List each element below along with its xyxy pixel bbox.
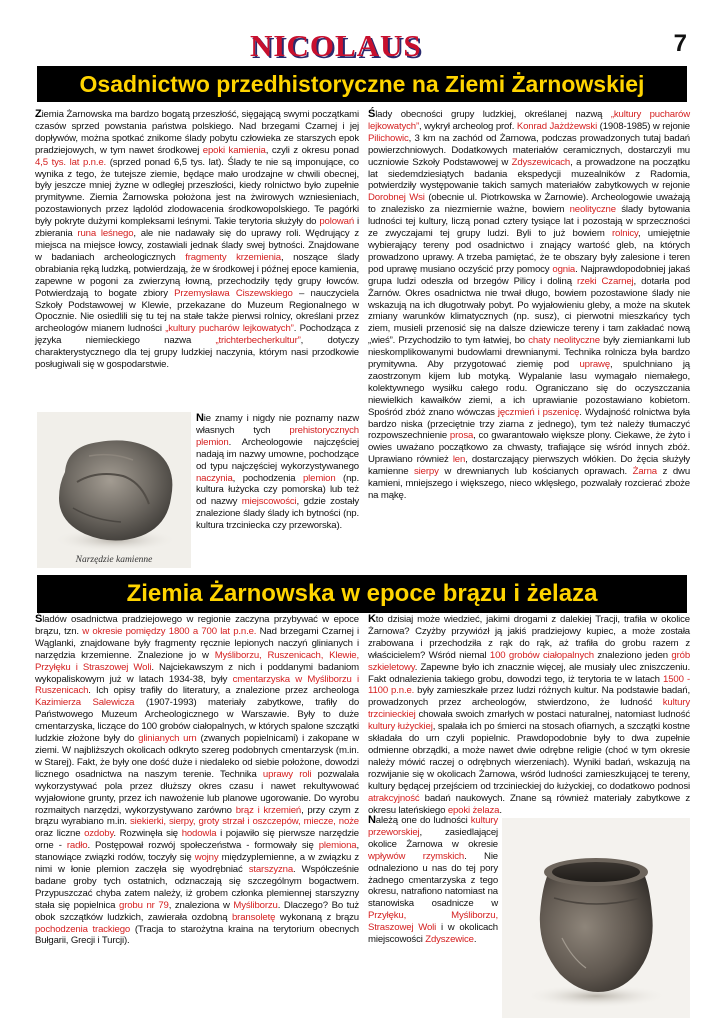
highlighted-term: wojny bbox=[194, 852, 219, 864]
highlighted-term: 4,5 tys. lat p.n.e. bbox=[35, 156, 107, 168]
highlighted-term: kultury trzcinieckiej bbox=[368, 697, 690, 721]
article1-heading: Osadnictwo przedhistoryczne na Ziemi Żarnowskiej bbox=[37, 66, 687, 102]
text-segment: , wykrył archeolog prof. bbox=[419, 120, 517, 132]
highlighted-term: jęczmień i pszenicę bbox=[497, 406, 580, 418]
text-segment: (zwanych popielnicami) i zakopane w ziemi. W najbliższych okolicach odkryto szereg podobnych cmentarzysk (m.in. w Starej). Fakt, że były one dość duże i niedaleko od siebie położone, dowodzi licznego osadnictwa na naszym terenie. Technika bbox=[35, 733, 359, 780]
text-segment: , spulchniano ją zaostrzonym kijem lub motyką. Wypalanie lasu wymagało niemałego, kolektywnego wysiłku całego rodu. Ograniczano się do oczyszczania niewielkich kawałków ziemi, a ich uprawianie pozostawiano kobietom. Spośród zbóż znano wówczas bbox=[368, 359, 690, 418]
highlighted-term: miejscowości bbox=[241, 496, 297, 508]
highlighted-term: glinianych urn bbox=[138, 733, 197, 745]
text-segment: oraz liczne bbox=[35, 828, 85, 840]
text-segment: Nad brzegami Czarnej i Wąglanki, znajdowane były fragmenty ręcznie lepionych naczyń glinianych i narzędzia krzemienne. Znalezione jo w bbox=[35, 625, 359, 661]
text-segment: . Nie odnaleziono u nas do tej pory żadnego cmentarzyska z tego okresu, natrafiono natomiast na stanowiska osadnicze w bbox=[368, 850, 498, 910]
masthead bbox=[0, 0, 725, 64]
text-segment: (1907-1993) materiały zabytkowe, trafiły do Państwowego Muzeum Archeologicznego w Warszawie. Były to duże cmentarzyska, liczące do 100 grobów ciałopalnych, w których spalone szczątki ludzkie złożone były do bbox=[35, 697, 359, 745]
highlighted-term: kultury łużyckiej bbox=[368, 721, 433, 733]
text-segment: . Rozwinęła się bbox=[113, 828, 182, 840]
highlighted-term: plemiona bbox=[318, 840, 357, 852]
highlighted-term: uprawy roli bbox=[262, 768, 312, 780]
text-segment: , a prowadzone na początku lat siedemdziesiątych badania ekspedycji muzealników z Radomia, potwierdziły występowanie takich samych materiałów zabytkowych w rejonie bbox=[368, 156, 690, 192]
highlighted-term: „trichterbecherkultur” bbox=[215, 335, 301, 347]
text-segment: wykonaną z brązu bbox=[275, 911, 359, 923]
highlighted-term: radło bbox=[66, 840, 88, 852]
highlighted-term: w okresie pomiędzy 1800 a 700 lat p.n.e. bbox=[82, 625, 257, 637]
text-segment: , znaleziona w bbox=[168, 899, 234, 911]
stone-tool-icon bbox=[37, 412, 191, 568]
text-segment: iemia Żarnowska ma bardzo bogatą przeszłość, sięgającą swymi początkami czasów sprzed powstania państwa polskiego. Nad brzegami Czarnej i jej dopływów, można spotkać znikome ślady pobytu człowieka ze starszych epok pradziejowych, w tym nawet środkowej bbox=[35, 109, 359, 156]
text-segment: (sprzed ponad 6,5 tys. lat). Ślady te nie są imponujące, co wynika z tego, że tutejsze ziemie, będące mało urodzajne w chwili obecnej, były jeszcze mniej żyzne w odległej przeszłości, kiedy rolnictwo było zupełnie prymitywne. Ziemia Żarnowska położona jest na żwirowych wzniesieniach, pozostawionych przez lądolód zlodowacenia środkowopolskiego. Te pagórki były pokryte dużymi kompleksami leśnymi. Takie terytoria służyły do bbox=[35, 156, 359, 228]
text-segment: , noszące ślady obrabiania ręką ludzką, potwierdzają, że w środkowej i późnej epoce kamienia, zapewne w pogoni za zwierzyną łowną, przechodziły tędy grupy łowców. Potwierdzają to bogate zbiory bbox=[35, 251, 359, 299]
drop-cap: Ś bbox=[35, 613, 43, 625]
page-number: 7 bbox=[673, 30, 687, 57]
highlighted-term: Dorobnej Wsi bbox=[368, 192, 425, 204]
text-segment: . Postępował rozwój społeczeństwa - formowały się bbox=[87, 840, 319, 852]
highlighted-term: epoki żelaza bbox=[447, 804, 500, 816]
highlighted-term: ozdoby bbox=[84, 828, 114, 840]
highlighted-term: neolityczne bbox=[569, 204, 616, 216]
text-segment: , umiejętnie wybierający tereny pod osadnictwo i znający wartość gleb, na których prowadzono uprawy. A trzeba pamiętać, że te obszary były zalesione i teren pod uprawę musiano oczyścić przy pomocy bbox=[368, 228, 690, 275]
text-segment: . Najprawdopodobniej jakaś grupa ludzi odeszła od brzegów Pilicy i doliną bbox=[368, 263, 690, 287]
highlighted-term: Myśliborzu, Ruszenicach, Klewie, Przyłęku i Straszowej Woli bbox=[35, 649, 359, 673]
article1-column1 bbox=[35, 109, 359, 409]
text-segment: (np. kultura łużycka czy pomorska) lub też od nazwy bbox=[196, 472, 359, 508]
text-segment: w drewnianych lub kościanych oprawach. bbox=[438, 466, 633, 478]
highlighted-term: 100 grobów ciałopalnych bbox=[489, 649, 594, 661]
highlighted-term: runa leśnego bbox=[77, 228, 134, 240]
text-segment: , gdzie zostały znalezione ślady ślady ich bytności (np. kultura trzciniecka czy przeworska). bbox=[196, 496, 359, 532]
highlighted-term: atrakcyjność bbox=[368, 792, 420, 804]
article1-column2 bbox=[368, 109, 690, 569]
highlighted-term: cmentarzyska w Myśliborzu i Ruszenicach bbox=[35, 673, 359, 697]
text-segment: były zamieszkałe przez ludzi różnych kultur. Na podstawie badań, prowadzonych przez archeologów, stwierdzono, że ludność bbox=[368, 685, 690, 709]
highlighted-term: rzeki Czarnej bbox=[576, 275, 634, 287]
highlighted-term: ognia bbox=[552, 263, 576, 275]
highlighted-term: 1500 - 1100 p.n.e. bbox=[368, 673, 691, 697]
text-segment: były ziemiankami lub nieskomplikowanymi budowlami drewnianymi. Technika rolnicza była bardzo prymitywna. Aby przygotować ziemię pod bbox=[368, 335, 690, 371]
text-segment: ależą one do ludności bbox=[375, 815, 471, 826]
text-segment: . Najciekawszym z nich i poddanymi badaniom wykopaliskowym już w latach 1934-38, były bbox=[35, 661, 359, 685]
article2-heading: Ziemia Żarnowska w epoce brązu i żelaza bbox=[37, 575, 687, 613]
highlighted-term: grobu nr 79 bbox=[119, 899, 169, 911]
text-segment: . bbox=[473, 934, 477, 946]
highlighted-term: pochodzenia trackiego bbox=[35, 923, 131, 935]
text-segment: międzyplemienne, a w związku z nimi w łonie plemion zaczęła się wyodrębniać bbox=[35, 852, 359, 876]
highlighted-term: bransoletę bbox=[232, 911, 276, 923]
text-segment: , czyli z okresu ponad bbox=[265, 144, 359, 156]
highlighted-term: len bbox=[452, 454, 466, 466]
highlighted-term: „kultury pucharów lejkowatych” bbox=[368, 109, 690, 132]
text-segment: , dotarła pod Żarnów. Okres osadnictwa nie trwał długo, bowiem pozostawione ślady nie wskazują na ich długotrwały pobyt. Po wyjałowieniu gleby, a może na skutek zmiany warunków klimatycznych (np. susz), ci pierwotni mieszkańcy tych ziem, musieli przenosić się na dalsze dziewicze tereny i tam zakładać nową „wieś”. Przychodziło to tym łatwiej, bo bbox=[368, 275, 691, 347]
text-segment: , dostarczający pierwszych włókien. Do żęcia służyły kamienne bbox=[368, 454, 690, 478]
highlighted-term: siekierki, sierpy, groty strzał i oszczepów, miecze, noże bbox=[130, 816, 359, 828]
text-segment: , dotyczy charakterystycznego dla tej grupy ludzkiej naczynia, którym nasi przodkowie posługiwali się w gospodarstwie. bbox=[35, 335, 359, 371]
text-segment: to dzisiaj może wiedzieć, jakimi drogami z dalekiej Tracji, trafiła w okolice Żarnowa? Czyżby przywiózł ją jakiś pradziejowy kupiec, a może została zrabowana i przechodziła z rąk do rąk, aż trafiła do grobu razem z właścicielem? Wśród niemal bbox=[368, 614, 690, 661]
text-segment: (obecnie ul. Piotrkowska w Żarnowie). Archeologowie uważają to znalezisko za niezmiernie ważne, bowiem bbox=[368, 192, 690, 216]
highlighted-term: grób szkieletowy bbox=[368, 649, 691, 673]
drop-cap: K bbox=[368, 613, 376, 625]
text-segment: , 3 km na zachód od Żarnowa, podczas prowadzonych tutaj badań powierzchniowych. Dodatkowych materiałów ceramicznych, dostarczyli mu uczniowie Szkoły Podstawowej w bbox=[368, 132, 690, 168]
highlighted-term: prehistorycznych plemion bbox=[196, 424, 359, 448]
highlighted-term: Żarna bbox=[632, 466, 657, 478]
article2-column1 bbox=[35, 614, 359, 1024]
drop-cap: N bbox=[196, 412, 204, 424]
text-segment: (1908-1985) w rejonie bbox=[597, 120, 690, 132]
magazine-title: NICOLAUS bbox=[250, 28, 422, 63]
stone-tool-photo bbox=[37, 412, 191, 568]
photo-caption: Narzędzie kamienne bbox=[75, 555, 153, 565]
text-segment: , przy czym z brązu wyrabiano m.in. bbox=[35, 804, 360, 828]
text-segment: , spalała ich po śmierci na stosach ofiarnych, a szczątki kostne składała do urn czyli popielnic. Prawdopodobnie były to dwa zupełnie odmienne obrządki, a może nawet dwie odrębne religie (choć w tym okresie należy mówić raczej o odrębnych wierzeniach). Wyniki badań, wskazują na rozwijanie się w okolicach Żarnowa, wśród ludności zamieszkującej te tereny, kultury będącej przejściem od trzcinieckiej do łużyckiej, co dodatkowo podnosi bbox=[368, 721, 690, 792]
drop-cap: Z bbox=[35, 108, 42, 120]
text-segment: chowała swoich zmarłych w postaci naturalnej, natomiast ludność bbox=[415, 709, 690, 721]
text-segment: , co gwarantowało większe plony. Ciekawe, że żyto i owies uważano początkowo za chwasty, trafiające się wśród innych zbóż. Uprawiano również bbox=[368, 430, 690, 466]
text-segment: , stanowiące związki rodów, toczyły się bbox=[35, 840, 359, 864]
highlighted-term: fragmenty krzemienia bbox=[185, 251, 281, 263]
text-segment: , zasiedlającej okolice Żarnowa w okresie bbox=[368, 826, 498, 850]
text-segment: , pochodzenia bbox=[232, 472, 303, 484]
text-segment: – nauczyciela Szkoły Podstawowej w Klewie, przekazane do Muzeum Regionalnego w Opocznie. Nie osiedlili się tu tej na stałe także pierwsi rolnicy, określani przez archeologów mianem ludności bbox=[35, 287, 359, 335]
text-segment: . bbox=[499, 804, 502, 816]
text-segment: i pojawiło się pierwsze narzędzie orne - bbox=[35, 828, 359, 852]
highlighted-term: „kultury pucharów lejkowatych” bbox=[165, 323, 294, 335]
article2-column2 bbox=[368, 614, 690, 814]
highlighted-term: hodowla bbox=[181, 828, 217, 840]
drop-cap: N bbox=[368, 814, 376, 826]
highlighted-term: chaty neolityczne bbox=[528, 335, 600, 347]
clay-pot-photo bbox=[502, 818, 690, 1018]
text-segment: i w okolicach miejscowości bbox=[368, 922, 498, 946]
highlighted-term: uprawę bbox=[579, 359, 611, 371]
highlighted-term: Przyłęku, Myśliborzu, Straszowej Woli bbox=[368, 910, 498, 934]
text-segment: ślady bytowania ludności tej kultury, liczą ponad cztery tysiące lat i pozostają w sprzeczności ze zwyczajami tej grupy ludzi. Byli to już bowiem bbox=[368, 204, 690, 240]
text-segment: ladów osadnictwa pradziejowego w regionie zaczyna przybywać w epoce brązu, tzn. bbox=[35, 614, 359, 637]
text-segment: . Pochodząca z języka niemieckiego nazwa bbox=[35, 323, 359, 347]
drop-cap: Ś bbox=[368, 108, 376, 120]
article1-column1b bbox=[196, 413, 359, 567]
text-segment: . Wydajność rolnictwa była bardzo niska (przeciętnie trzy ziarna z jednego), tym też należy tłumaczyć rozpowszechnienie bbox=[368, 406, 690, 442]
text-segment: lady obecności grupy ludzkiej, określanej nazwą bbox=[375, 109, 611, 120]
text-segment: . Zapewne było ich znacznie więcej, ale musiały ulec zniszczeniu. Fakt odnalezienia takiego grobu, dowodzi tego, iż terytoria te w latach bbox=[368, 661, 690, 685]
highlighted-term: Kazimierza Salewicza bbox=[35, 697, 135, 709]
text-segment: . Ich opisy trafiły do literatury, a znalezione przez archeologa bbox=[88, 685, 359, 697]
text-segment: . Dlaczego? Bo tuż obok szczątków ludzkich, zawierała ozdobną bbox=[35, 899, 360, 923]
text-segment: ie znamy i nigdy nie poznamy nazw własnych tych bbox=[196, 413, 359, 436]
highlighted-term: Myśliborzu bbox=[233, 899, 278, 911]
highlighted-term: Pilichowic bbox=[368, 132, 409, 144]
text-segment: . Współcześnie badane groby tych ostatnich, odznaczają się szczególnym bogactwem. Przypuszczać chyba zatem należy, iż grobem członka plemiennej starszyzny stała się popielnica bbox=[35, 864, 359, 911]
clay-pot-icon bbox=[502, 818, 690, 1018]
text-segment: (Tracja to starożytna kraina na terytorium obecnych Bułgarii, Grecji i Turcji). bbox=[35, 923, 359, 947]
highlighted-term: sierpy bbox=[414, 466, 439, 478]
text-segment: , ale nie nadawały się do uprawy roli. Wędrujący z miejsca na miejsce łowcy, zostawiali jednak ślady swej bytności. Znajdowane w badaniach archeologicznych bbox=[35, 228, 359, 263]
highlighted-term: wpływów rzymskich bbox=[368, 850, 465, 862]
highlighted-term: Zdyszewicach bbox=[511, 156, 571, 168]
text-segment: i zbierania bbox=[35, 216, 360, 240]
highlighted-term: kultury przeworskiej bbox=[368, 815, 498, 838]
highlighted-term: epoki kamienia bbox=[202, 144, 266, 156]
highlighted-term: Zdyszewice bbox=[425, 934, 474, 946]
text-segment: pozwalała wykorzystywać pola przez dłuższy okres czasu i nawet rekultywować wyjałowione grunty, przez ich nawożenie lub planowe ugorowanie. Do wyrobu rozmaitych narzędzi, wykorzystywano zarówno bbox=[35, 768, 359, 816]
highlighted-term: brąz i krzemień bbox=[235, 804, 302, 816]
highlighted-term: starszyzna bbox=[248, 864, 294, 876]
highlighted-term: Konrad Jażdżewski bbox=[516, 120, 598, 132]
article2-column2b bbox=[368, 815, 498, 1023]
text-segment: znaleziono jeden bbox=[593, 649, 672, 661]
text-segment: . Archeologowie najczęściej nadają im nazwy umowne, pochodzące od typu najczęściej wykorzystywanego bbox=[196, 436, 359, 472]
highlighted-term: Przemysława Ciszewskiego bbox=[174, 287, 293, 299]
text-segment: badań naukowych. Znane są również materiały zabytkowe z okresu lateńskiego bbox=[368, 792, 690, 816]
highlighted-term: rolnicy bbox=[611, 228, 638, 240]
highlighted-term: naczynia bbox=[196, 472, 233, 484]
highlighted-term: polowań bbox=[319, 216, 355, 228]
highlighted-term: plemion bbox=[302, 472, 336, 484]
highlighted-term: prosa bbox=[449, 430, 474, 442]
text-segment: z dwu kamieni, mniejszego i większego, nieco wklęsłego, pozwalały rozcierać zboże na mąkę. bbox=[368, 466, 691, 501]
